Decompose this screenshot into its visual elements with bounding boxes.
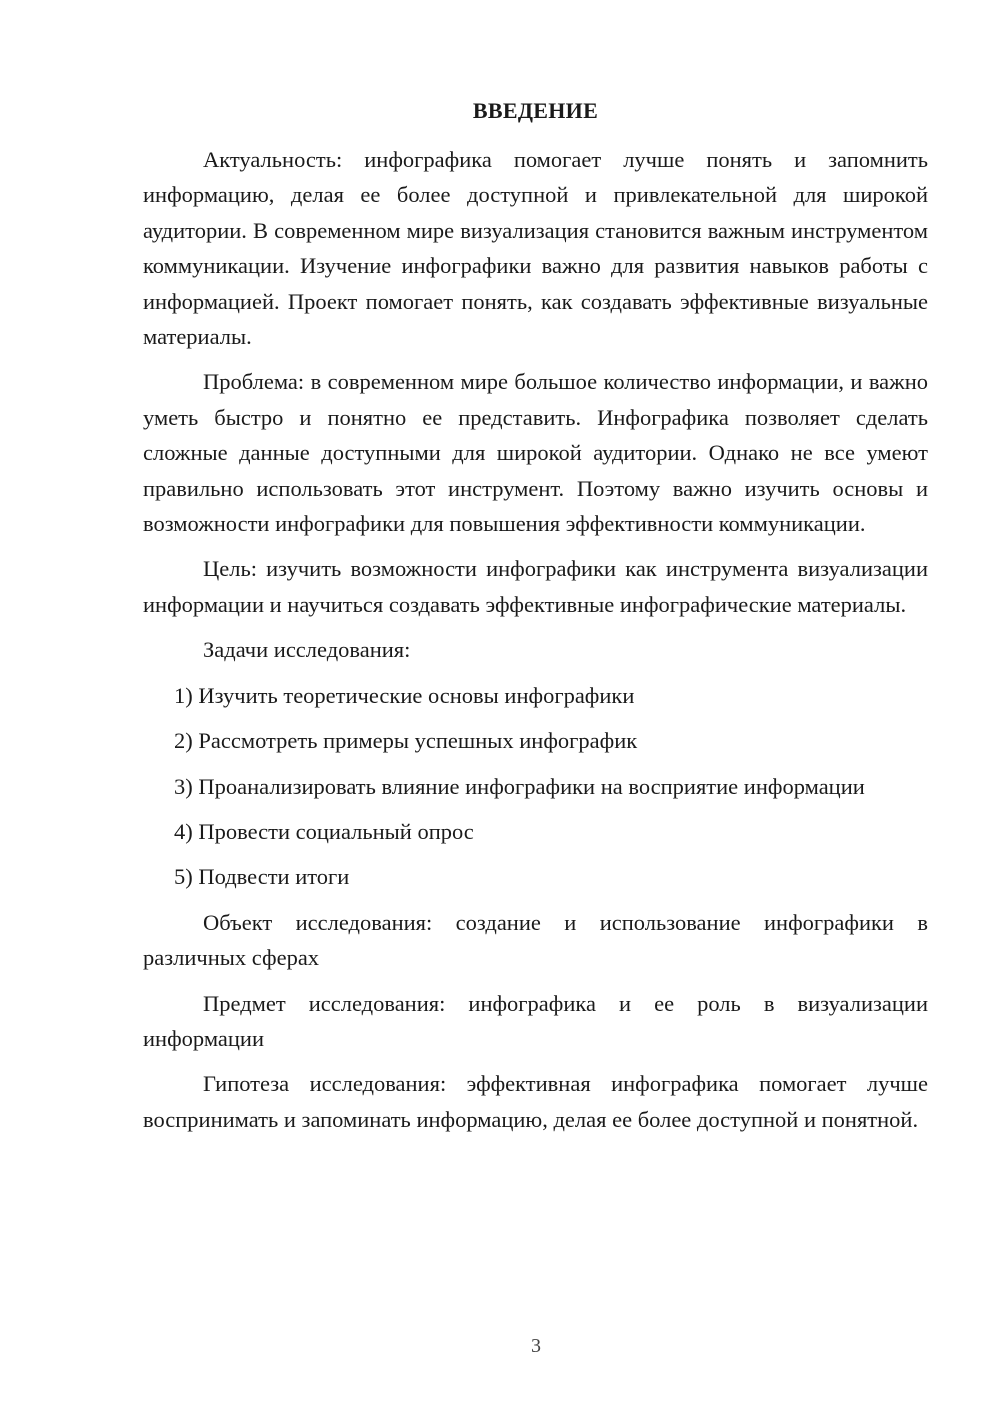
page-number: 3 — [531, 1335, 541, 1357]
problem-paragraph: Проблема: в современном мире большое количество информации, и важно уметь быстро и понятно ее представить. Инфографика позволяет сделать сложные данные доступными для широкой аудитории. Однако не все умеют правильно использовать этот инструмент. Поэтому важно изучить основы и возможности инфографики для повышения эффективности коммуникации. — [143, 369, 928, 537]
document-body — [143, 142, 928, 1137]
task-item-5: 5) Подвести итоги — [174, 864, 350, 890]
subject-paragraph: Предмет исследования: инфографика и ее роль в визуализации информации — [143, 990, 928, 1051]
task-item-3: 3) Проанализировать влияние инфографики на восприятие информации — [174, 773, 865, 799]
task-item-4: 4) Провести социальный опрос — [174, 818, 474, 844]
task-item-1: 1) Изучить теоретические основы инфографики — [174, 682, 635, 708]
relevance-paragraph: Актуальность: инфографика помогает лучше понять и запомнить информацию, делая ее более доступной и привлекательной для широкой аудитории. В современном мире визуализация становится важным инструментом коммуникации. Изучение инфографики важно для развития навыков работы с информацией. Проект помогает понять, как создавать эффективные визуальные материалы. — [143, 147, 928, 350]
task-item-2: 2) Рассмотреть примеры успешных инфографик — [174, 728, 638, 754]
section-title: ВВЕДЕНИЕ — [472, 98, 599, 123]
object-paragraph: Объект исследования: создание и использование инфографики в различных сферах — [143, 909, 928, 971]
hypothesis-paragraph: Гипотеза исследования: эффективная инфографика помогает лучше воспринимать и запоминать информацию, делая ее более доступной и понятной. — [143, 1071, 928, 1132]
tasks-heading: Задачи исследования: — [203, 637, 411, 663]
goal-paragraph: Цель: изучить возможности инфографики как инструмента визуализации информации и научиться создавать эффективные инфографические материалы. — [143, 556, 928, 617]
